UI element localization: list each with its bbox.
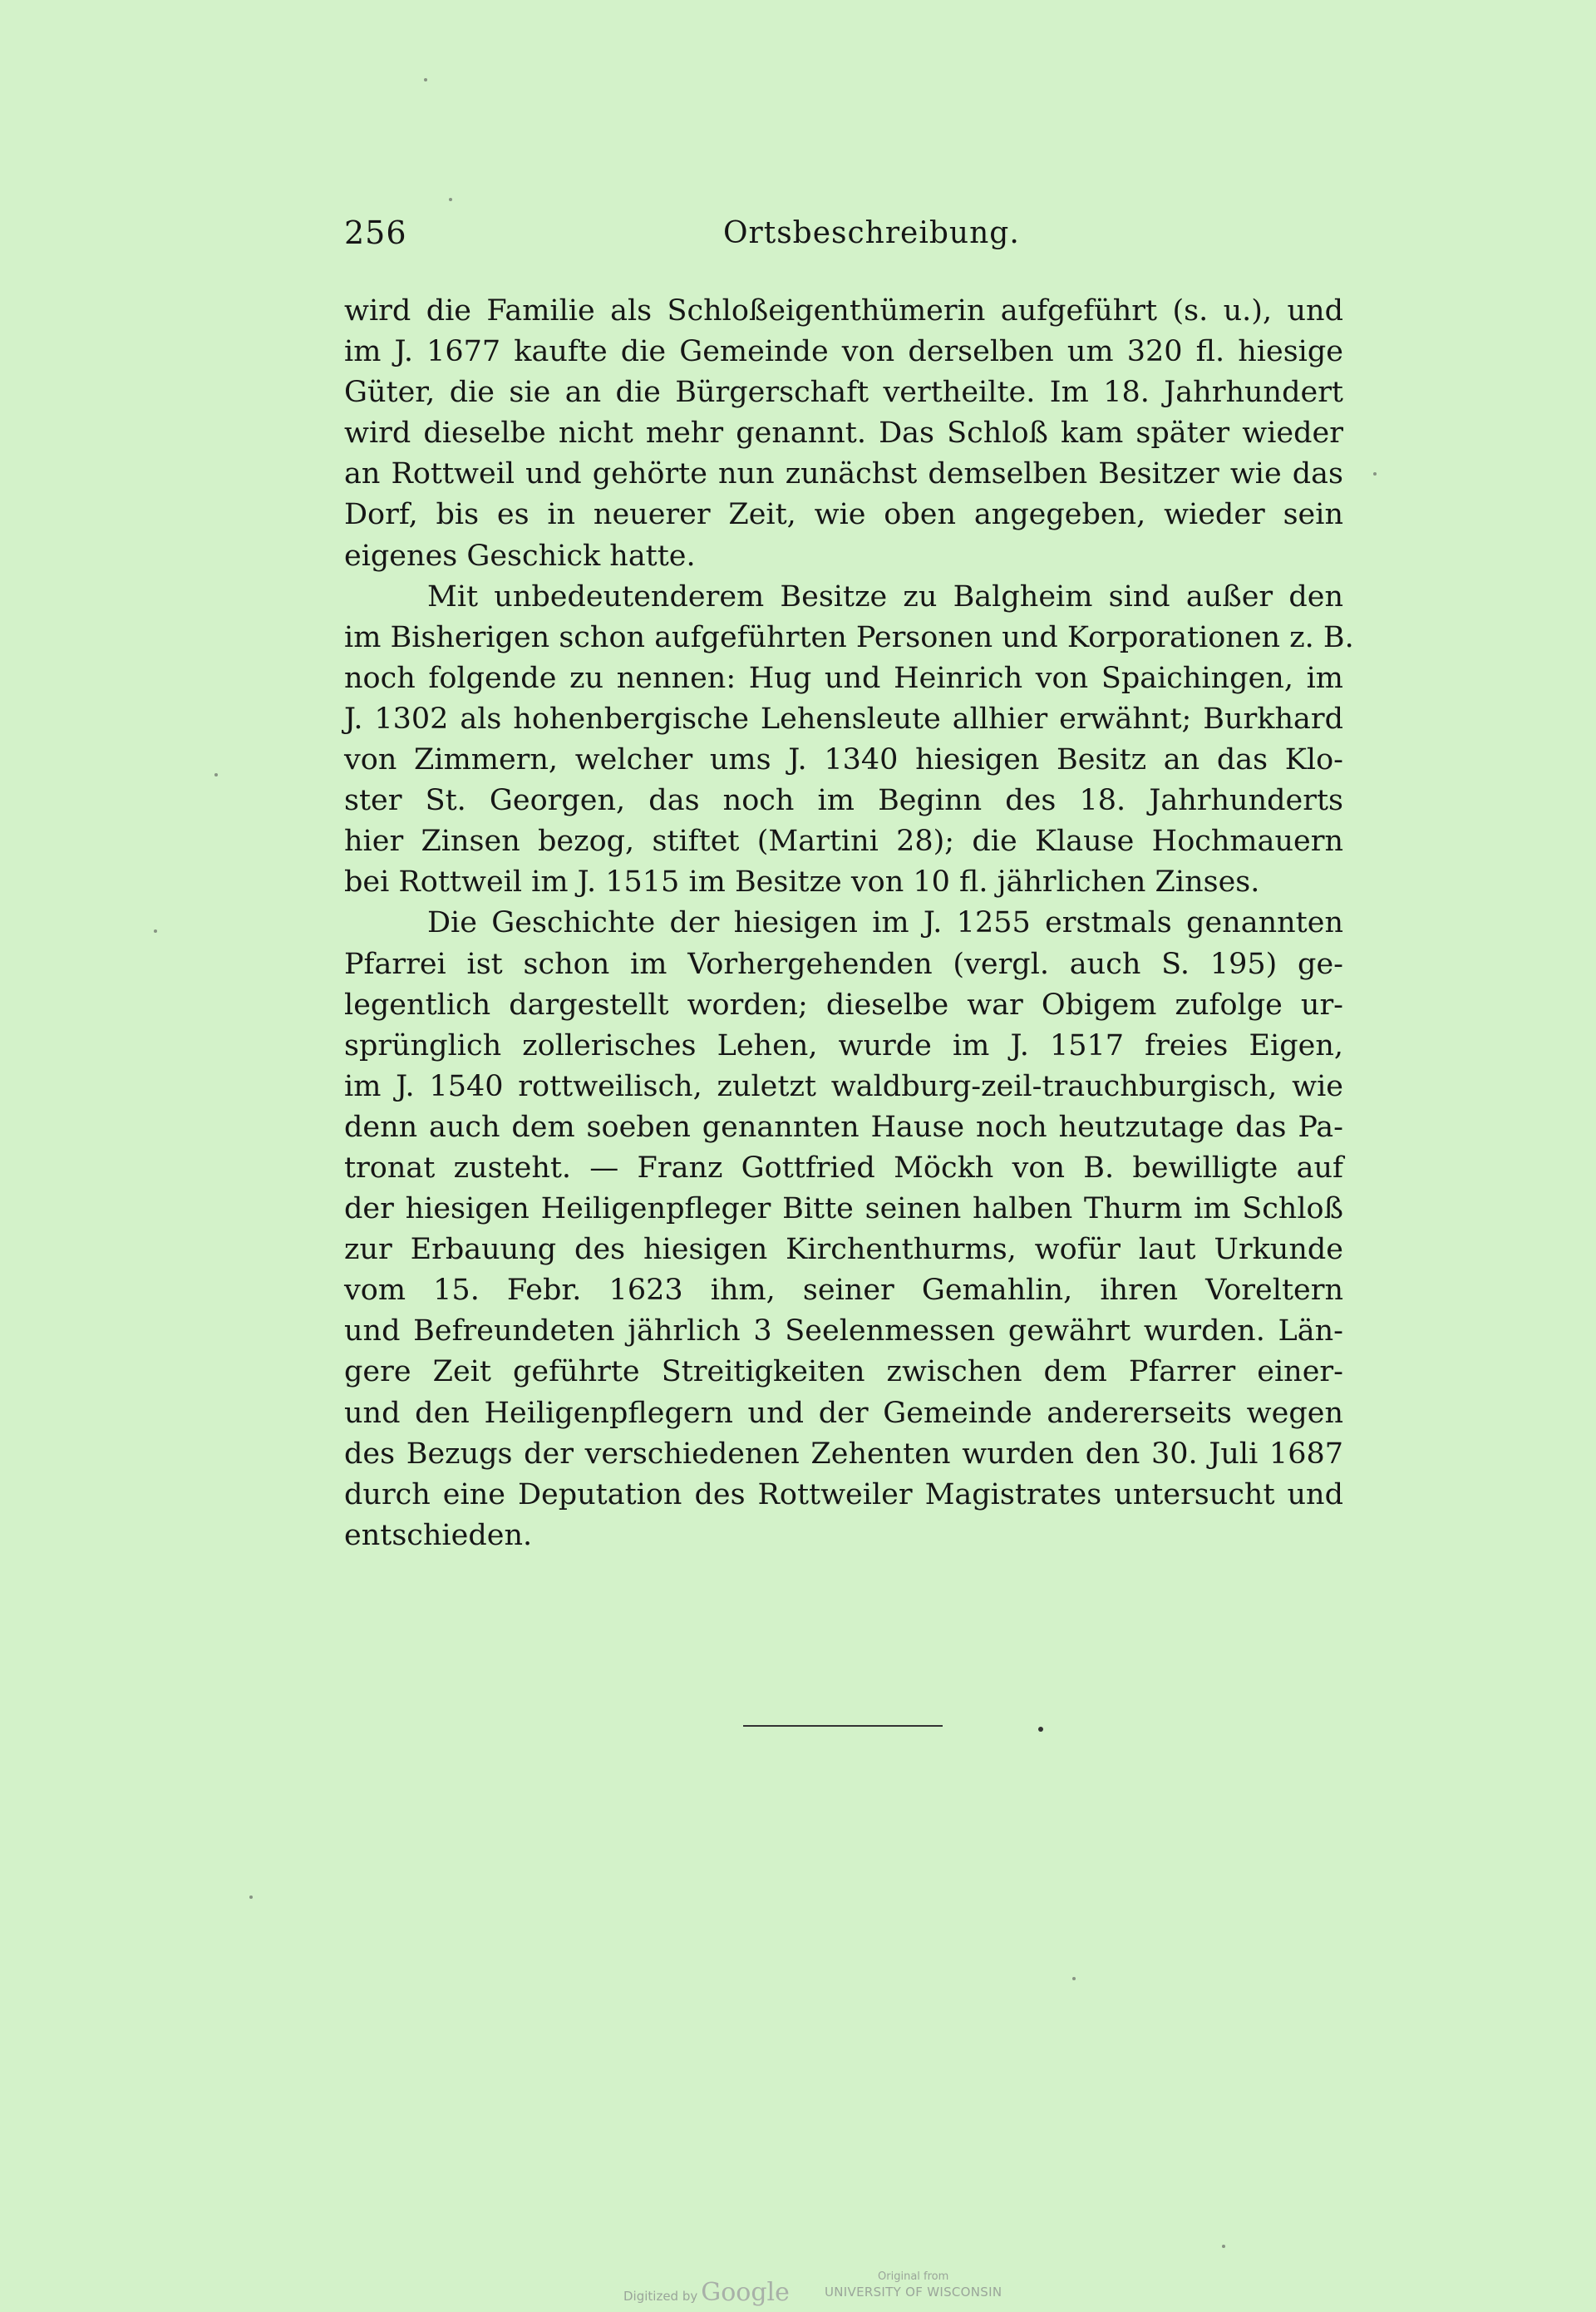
text-line: zur Erbauung des hiesigen Kirchenthurms, wofür laut Urkunde [344, 1233, 1343, 1267]
end-dot [1038, 1727, 1043, 1732]
page-number: 256 [344, 214, 407, 251]
original-label: Original from [878, 2270, 949, 2283]
text-line: J. 1302 als hohenbergische Lehensleute allhier erwähnt; Burkhard [344, 702, 1343, 736]
text-line: im J. 1677 kaufte die Gemeinde von derselben um 320 fl. hiesige [344, 335, 1343, 369]
scan-speck [449, 198, 452, 201]
text-line: Pfarrei ist schon im Vorhergehenden (vergl. auch S. 195) ge- [344, 947, 1343, 981]
scan-speck [424, 78, 427, 81]
text-line: des Bezugs der verschiedenen Zehenten wurden den 30. Juli 1687 [344, 1437, 1343, 1471]
scan-speck [1072, 1977, 1076, 1980]
text-line: wird die Familie als Schloßeigenthümerin aufgeführt (s. u.), und [344, 294, 1343, 328]
scan-speck [214, 773, 218, 776]
body-text [344, 291, 1354, 1556]
digitized-by-watermark [623, 2278, 790, 2307]
page-header [344, 214, 1342, 258]
text-line: hier Zinsen bezog, stiftet (Martini 28); die Klause Hochmauern [344, 825, 1343, 859]
text-line: und Befreundeten jährlich 3 Seelenmessen gewährt wurden. Län- [344, 1314, 1343, 1348]
text-line: an Rottweil und gehörte nun zunächst demselben Besitzer wie das [344, 457, 1343, 491]
scan-speck [249, 1895, 253, 1899]
end-rule [743, 1725, 943, 1727]
text-line: durch eine Deputation des Rottweiler Magistrates untersucht und [344, 1477, 1343, 1511]
text-line: ster St. Georgen, das noch im Beginn des 18. Jahrhunderts [344, 784, 1343, 818]
text-line: Güter, die sie an die Bürgerschaft vertheilte. Im 18. Jahrhundert [344, 376, 1343, 410]
running-title: Ortsbeschreibung. [723, 216, 1020, 250]
scan-speck [1373, 472, 1377, 476]
text-line: noch folgende zu nennen: Hug und Heinrich von Spaichingen, im [344, 661, 1343, 695]
text-line: legentlich dargestellt worden; dieselbe war Obigem zufolge ur- [344, 988, 1343, 1022]
text-line: eigenes Geschick hatte. [344, 539, 696, 573]
text-line: tronat zusteht. — Franz Gottfried Möckh von B. bewilligte auf [344, 1151, 1343, 1185]
digitized-label: Digitized by [623, 2289, 698, 2304]
text-line: Die Geschichte der hiesigen im J. 1255 erstmals genannten [427, 906, 1343, 940]
scan-speck [154, 929, 157, 933]
text-line: und den Heiligenpflegern und der Gemeinde andererseits wegen [344, 1396, 1343, 1430]
scan-speck [1222, 2245, 1225, 2248]
text-line: vom 15. Febr. 1623 ihm, seiner Gemahlin, ihren Voreltern [344, 1274, 1343, 1308]
text-line: gere Zeit geführte Streitigkeiten zwischen dem Pfarrer einer- [344, 1355, 1343, 1389]
text-line: Mit unbedeutenderem Besitze zu Balgheim sind außer den [427, 579, 1343, 614]
text-line: entschieden. [344, 1518, 533, 1552]
original-from-watermark [825, 2270, 1002, 2300]
text-line: denn auch dem soeben genannten Hause noch heutzutage das Pa- [344, 1110, 1343, 1144]
text-line: von Zimmern, welcher ums J. 1340 hiesigen Besitz an das Klo- [344, 743, 1343, 777]
google-logo: Google [701, 2278, 790, 2307]
text-line: sprünglich zollerisches Lehen, wurde im J. 1517 freies Eigen, [344, 1028, 1343, 1062]
text-line: wird dieselbe nicht mehr genannt. Das Schloß kam später wieder [344, 417, 1343, 451]
original-institution: UNIVERSITY OF WISCONSIN [825, 2285, 1002, 2300]
text-line: Dorf, bis es in neuerer Zeit, wie oben angegeben, wieder sein [344, 498, 1343, 532]
text-line: bei Rottweil im J. 1515 im Besitze von 10 fl. jährlichen Zinses. [344, 865, 1260, 900]
text-line: im J. 1540 rottweilisch, zuletzt waldburg-zeil-trauchburgisch, wie [344, 1069, 1343, 1103]
text-line: im Bisherigen schon aufgeführten Personen und Korporationen z. B. [344, 620, 1354, 654]
text-line: der hiesigen Heiligenpfleger Bitte seinen halben Thurm im Schloß [344, 1192, 1343, 1226]
